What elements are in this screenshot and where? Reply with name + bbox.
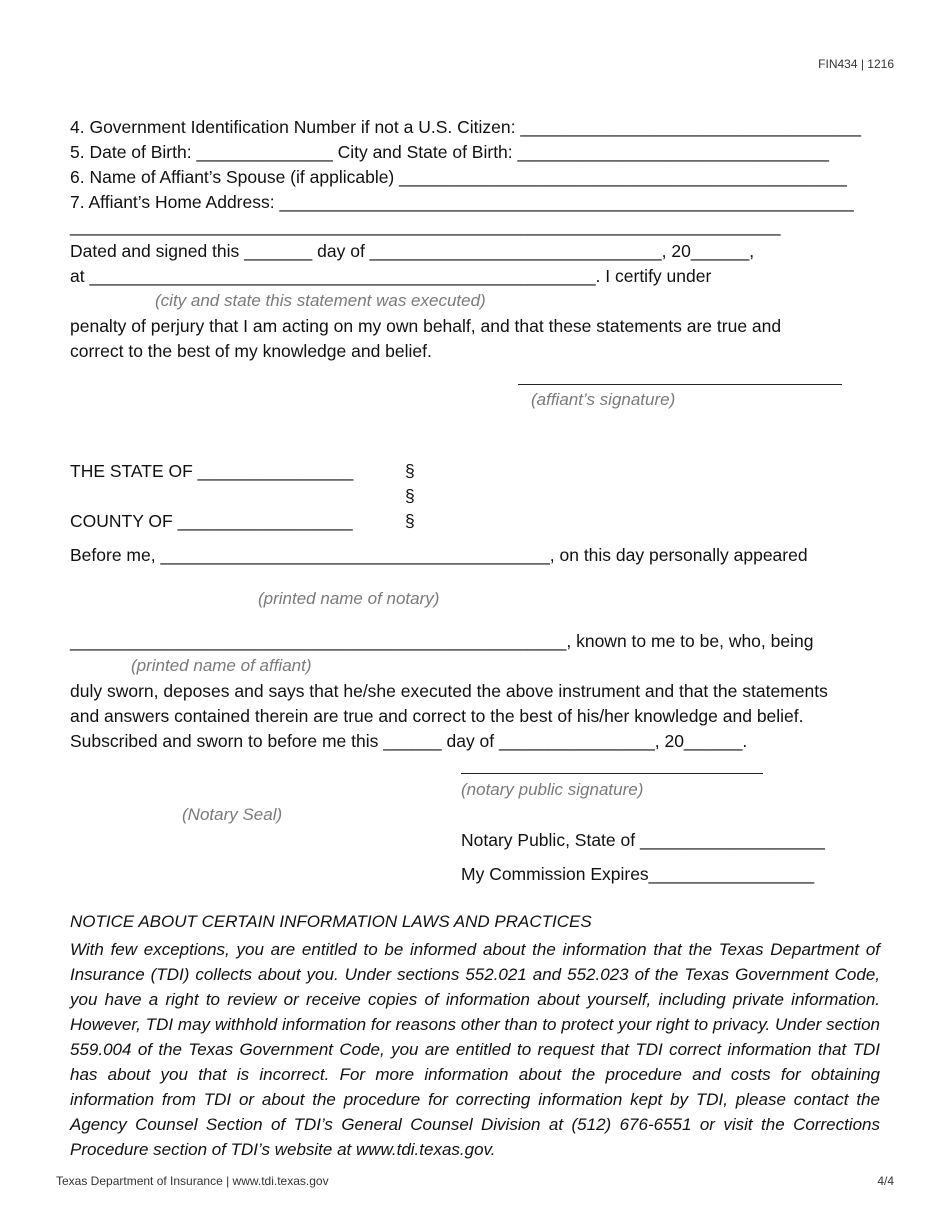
city-state-caption: (city and state this statement was executed) xyxy=(155,291,486,310)
notary-state-field[interactable]: Notary Public, State of ___________________ xyxy=(461,830,825,850)
section-mark: § xyxy=(405,486,415,506)
page-number: 4/4 xyxy=(877,1174,894,1188)
footer-org: Texas Department of Insurance | www.tdi.texas.gov xyxy=(56,1174,329,1188)
gov-id-field[interactable]: 4. Government Identification Number if not a U.S. Citizen: ___________________________________ xyxy=(70,117,861,137)
commission-expires-field[interactable]: My Commission Expires_________________ xyxy=(461,864,815,884)
affiant-signature-line[interactable] xyxy=(518,384,842,385)
dated-signed-line[interactable]: Dated and signed this _______ day of ______________________________, 20______, xyxy=(70,241,755,261)
penalty-text-1: penalty of perjury that I am acting on my own behalf, and that these statements are true and xyxy=(70,316,782,336)
form-code: FIN434 | 1216 xyxy=(818,57,894,71)
sworn-text-1: duly sworn, deposes and says that he/she executed the above instrument and that the statements xyxy=(70,681,828,701)
section-mark: § xyxy=(405,461,415,481)
notary-name-caption: (printed name of notary) xyxy=(258,589,440,608)
affiant-name-line[interactable]: ___________________________________________________, known to me to be, who, being xyxy=(70,631,814,651)
notary-signature-caption: (notary public signature) xyxy=(461,780,644,799)
home-address-line2[interactable]: _________________________________________________________________________ xyxy=(70,216,781,236)
subscribed-line[interactable]: Subscribed and sworn to before me this ______ day of ________________, 20______. xyxy=(70,731,748,751)
spouse-field[interactable]: 6. Name of Affiant’s Spouse (if applicable) ______________________________________________ xyxy=(70,167,847,187)
notary-signature-line[interactable] xyxy=(461,773,763,774)
affiant-name-caption: (printed name of affiant) xyxy=(131,656,312,675)
affiant-signature-caption: (affiant’s signature) xyxy=(531,390,676,409)
notary-seal-caption: (Notary Seal) xyxy=(182,805,283,824)
home-address-field[interactable]: 7. Affiant’s Home Address: ___________________________________________________________ xyxy=(70,192,854,212)
county-of-field[interactable]: COUNTY OF __________________ xyxy=(70,511,353,531)
penalty-text-2: correct to the best of my knowledge and belief. xyxy=(70,341,432,361)
birth-field[interactable]: 5. Date of Birth: ______________ City and State of Birth: ________________________________ xyxy=(70,142,829,162)
execution-location-line[interactable]: at ____________________________________________________. I certify under xyxy=(70,266,712,286)
notice-title: NOTICE ABOUT CERTAIN INFORMATION LAWS AND PRACTICES xyxy=(70,912,592,931)
state-of-field[interactable]: THE STATE OF ________________ xyxy=(70,461,354,481)
before-me-line[interactable]: Before me, ________________________________________, on this day personally appeared xyxy=(70,545,808,565)
notice-body: With few exceptions, you are entitled to be informed about the information that the Texas Department of Insurance (TDI) collects about you. Under sections 552.021 and 552.023 of the Texas Government Code, you have a right to review or receive copies of information about yourself, including private information. However, TDI may withhold information for reasons other than to protect your right to privacy. Under section 559.004 of the Texas Government Code, you are entitled to request that TDI correct information that TDI has about you that is incorrect. For more information about the procedure and costs for obtaining information from TDI or about the procedure for correcting information kept by TDI, please contact the Agency Counsel Section of TDI’s General Counsel Division at (512) 676-6551 or visit the Corrections Procedure section of TDI’s website at www.tdi.texas.gov. xyxy=(70,940,880,1159)
sworn-text-2: and answers contained therein are true and correct to the best of his/her knowledge and belief. xyxy=(70,706,804,726)
section-mark: § xyxy=(405,511,415,531)
